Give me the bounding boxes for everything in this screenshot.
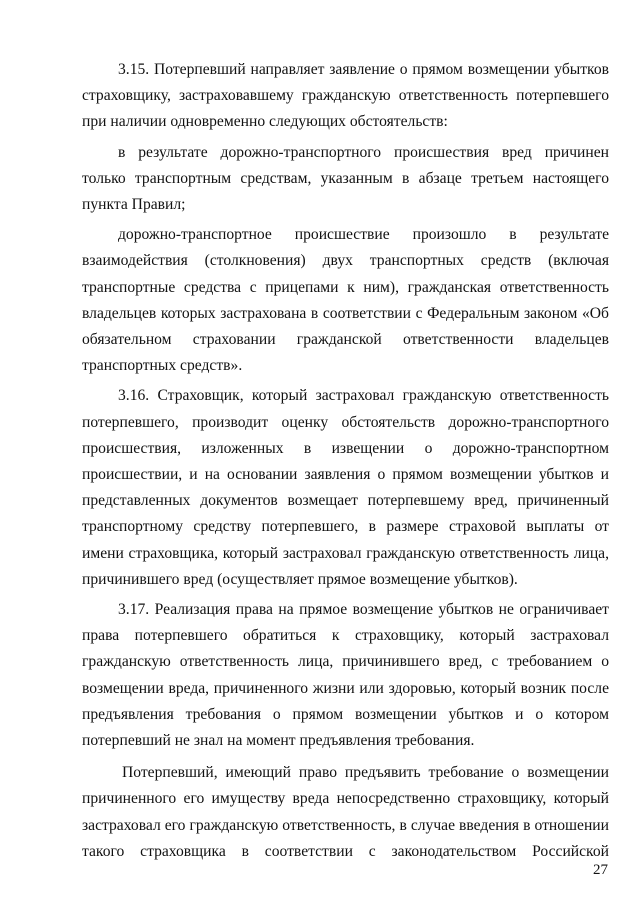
paragraph-condition-1: в результате дорожно-транспортного происшествия вред причинен только транспортным средствам, указанным в абзаце третьем настоящего пункта Правил; bbox=[82, 143, 609, 214]
paragraph-victim-rights: Потерпевший, имеющий право предъявить требование о возмещении причиненного его имуществу вреда непосредственно страховщику, который застраховал его гражданскую ответственность, в случае введения в отношении такого страховщика в соответствии с законодательством Российской bbox=[82, 764, 609, 860]
paragraph-condition-2: дорожно-транспортное происшествие произошло в результате взаимодействия (столкновения) двух транспортных средств (включая транспортные средства с прицепами к ним), гражданская ответственность владельцев которых застрахована в соответствии с Федеральным законом «Об обязательном страховании гражданской ответственности владельцев транспортных средств». bbox=[82, 226, 609, 375]
paragraph-3-17: 3.17. Реализация права на прямое возмещение убытков не ограничивает права потерпевшего обратиться к страховщику, который застраховал гражданскую ответственность лица, причинившего вред, с требованием о возмещении вреда, причиненного жизни или здоровью, который возник после предъявления требования о прямом возмещении убытков и о котором потерпевший не знал на момент предъявления требования. bbox=[82, 601, 609, 750]
document-body bbox=[82, 57, 609, 869]
page-number: 27 bbox=[593, 862, 608, 878]
paragraph-3-15: 3.15. Потерпевший направляет заявление о прямом возмещении убытков страховщику, застраховавшему гражданскую ответственность потерпевшего при наличии одновременно следующих обстоятельств: bbox=[82, 61, 609, 131]
paragraph-3-16: 3.16. Страховщик, который застраховал гражданскую ответственность потерпевшего, производит оценку обстоятельств дорожно-транспортного происшествия, изложенных в извещении о дорожно-транспортном происшествии, и на основании заявления о прямом возмещении убытков и представленных документов возмещает потерпевшему вред, причиненный транспортному средству потерпевшего, в размере страховой выплаты от имени страховщика, который застраховал гражданскую ответственность лица, причинившего вред (осуществляет прямое возмещение убытков). bbox=[82, 387, 609, 588]
